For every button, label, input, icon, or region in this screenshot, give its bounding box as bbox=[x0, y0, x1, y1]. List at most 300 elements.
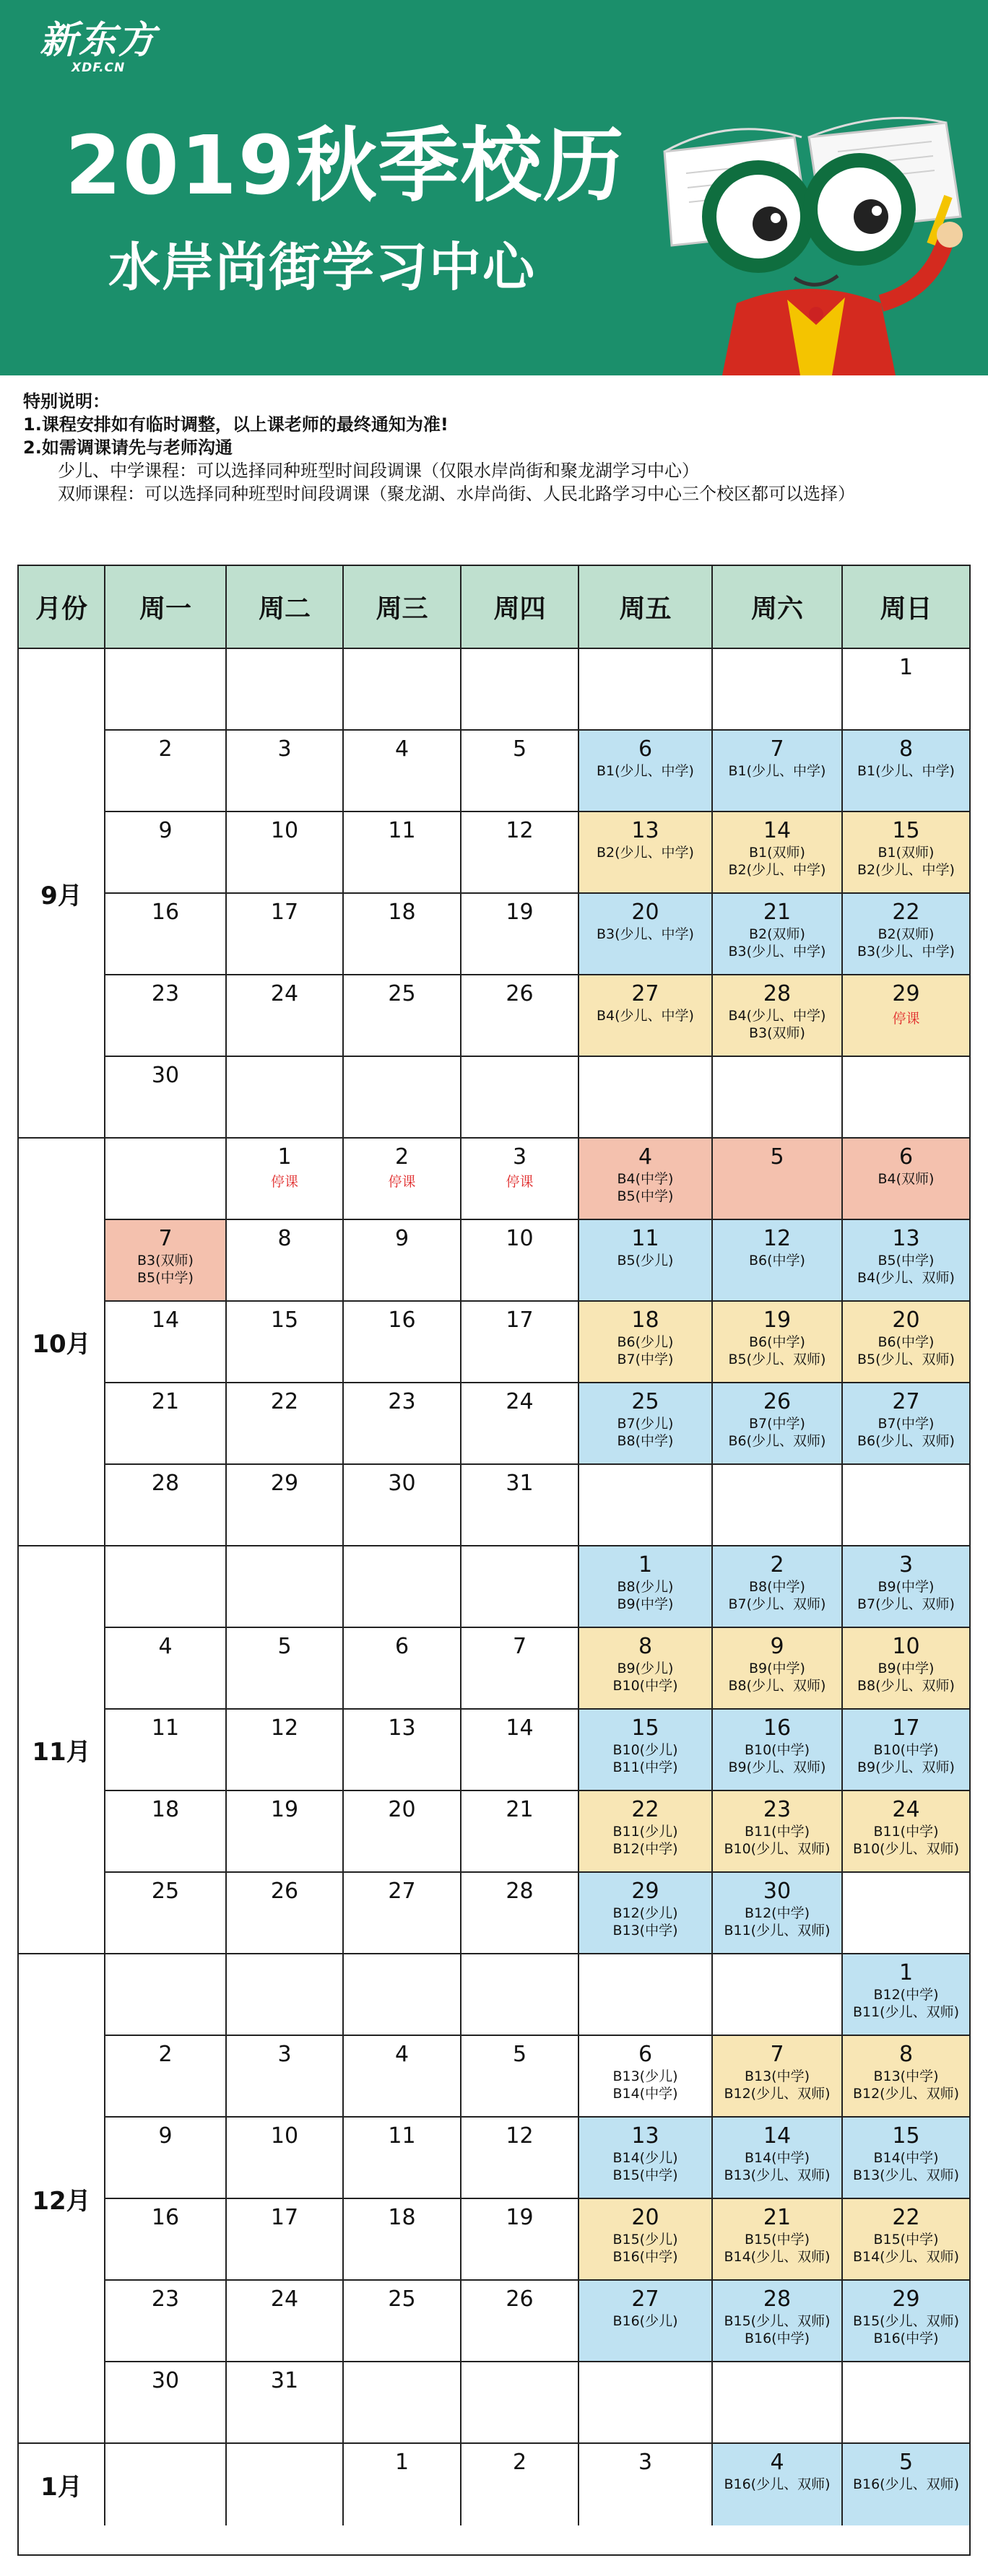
day-number: 19 bbox=[506, 2205, 534, 2230]
class-session-note: B15(少儿、双师) bbox=[724, 2313, 831, 2329]
day-number: 9 bbox=[770, 1634, 784, 1659]
calendar-day-cell bbox=[713, 2036, 843, 2118]
calendar-day-cell bbox=[462, 2118, 579, 2199]
day-number: 17 bbox=[270, 2205, 299, 2230]
class-session-note: B13(中学) bbox=[612, 1923, 678, 1938]
calendar-day-cell bbox=[843, 2362, 969, 2444]
day-number: 22 bbox=[631, 1797, 659, 1822]
calendar-day-cell bbox=[579, 1220, 713, 1302]
no-class-label: 停课 bbox=[892, 1011, 920, 1027]
day-number: 2 bbox=[512, 2450, 527, 2475]
class-session-note: B11(少儿) bbox=[612, 1824, 678, 1840]
day-number: 12 bbox=[763, 1226, 792, 1251]
calendar-day-cell bbox=[579, 2036, 713, 2118]
calendar-day-cell bbox=[713, 1383, 843, 1465]
class-session-note: B13(中学) bbox=[744, 2068, 810, 2084]
class-session-note: B2(双师) bbox=[749, 926, 805, 942]
calendar-day-cell bbox=[227, 2036, 344, 2118]
column-header: 周日 bbox=[843, 566, 969, 649]
day-number: 9 bbox=[158, 818, 173, 843]
note-item-2: 2.如需调课请先与老师沟通 bbox=[23, 438, 233, 458]
no-class-label: 停课 bbox=[388, 1174, 416, 1190]
calendar-day-cell bbox=[227, 2118, 344, 2199]
day-number: 19 bbox=[763, 1307, 792, 1333]
calendar-day-cell bbox=[105, 2118, 227, 2199]
day-number: 5 bbox=[512, 2042, 527, 2067]
calendar-day-cell bbox=[227, 1873, 344, 1954]
day-number: 8 bbox=[898, 2042, 914, 2067]
calendar-day-cell bbox=[579, 1710, 713, 1791]
calendar-day-cell bbox=[579, 1954, 713, 2036]
calendar-day-cell bbox=[579, 1628, 713, 1710]
calendar-day-cell bbox=[227, 1546, 344, 1628]
class-session-note: B12(中学) bbox=[873, 1987, 939, 2003]
calendar-day-cell bbox=[227, 894, 344, 975]
calendar-day-cell bbox=[462, 812, 579, 894]
class-session-note: B4(双师) bbox=[878, 1171, 935, 1187]
class-session-note: B16(中学) bbox=[612, 2249, 678, 2265]
class-session-note: B9(中学) bbox=[878, 1579, 935, 1595]
calendar-day-cell bbox=[227, 1057, 344, 1139]
class-session-note: B9(中学) bbox=[749, 1661, 805, 1676]
day-number: 21 bbox=[763, 900, 792, 925]
calendar-day-cell bbox=[579, 649, 713, 731]
day-number: 1 bbox=[277, 1144, 292, 1170]
no-class-label: 停课 bbox=[506, 1174, 534, 1190]
day-number: 4 bbox=[770, 2450, 784, 2475]
day-number: 10 bbox=[270, 2123, 299, 2149]
day-number: 20 bbox=[631, 2205, 659, 2230]
day-number: 29 bbox=[892, 981, 920, 1006]
day-number: 31 bbox=[270, 2368, 299, 2393]
calendar-day-cell bbox=[713, 1873, 843, 1954]
calendar-day-cell bbox=[227, 1791, 344, 1873]
note-item-2a: 少儿、中学课程：可以选择同种班型时间段调课（仅限水岸尚街和聚龙湖学习中心） bbox=[58, 461, 699, 481]
day-number: 13 bbox=[388, 1715, 416, 1741]
calendar-day-cell bbox=[579, 2362, 713, 2444]
calendar-day-cell bbox=[105, 1139, 227, 1220]
day-number: 10 bbox=[892, 1634, 920, 1659]
calendar-day-cell bbox=[713, 649, 843, 731]
day-number: 28 bbox=[763, 2286, 792, 2312]
calendar-day-cell bbox=[344, 2118, 462, 2199]
day-number: 7 bbox=[512, 1634, 527, 1659]
calendar-day-cell bbox=[843, 1873, 969, 1954]
calendar-day-cell bbox=[713, 2199, 843, 2281]
calendar-day-cell bbox=[105, 2444, 227, 2525]
class-session-note: B2(少儿、中学) bbox=[728, 862, 826, 878]
calendar-day-cell bbox=[105, 1220, 227, 1302]
calendar-day-cell bbox=[227, 1383, 344, 1465]
column-header: 周五 bbox=[579, 566, 713, 649]
calendar-grid bbox=[19, 566, 969, 2554]
calendar-day-cell bbox=[105, 2036, 227, 2118]
day-number: 19 bbox=[506, 900, 534, 925]
class-session-note: B10(少儿、双师) bbox=[724, 1841, 831, 1857]
class-session-note: B1(少儿、中学) bbox=[728, 763, 826, 779]
calendar-day-cell bbox=[227, 975, 344, 1057]
class-session-note: B12(中学) bbox=[612, 1841, 678, 1857]
class-session-note: B4(少儿、中学) bbox=[597, 1008, 694, 1024]
calendar-day-cell bbox=[344, 1710, 462, 1791]
day-number: 15 bbox=[270, 1307, 299, 1333]
logo-text: 新东方 bbox=[40, 19, 157, 62]
day-number: 10 bbox=[270, 818, 299, 843]
day-number: 1 bbox=[394, 2450, 410, 2475]
calendar-day-cell bbox=[462, 975, 579, 1057]
calendar-day-cell bbox=[105, 2281, 227, 2362]
calendar-day-cell bbox=[579, 1139, 713, 1220]
day-number: 5 bbox=[770, 1144, 784, 1170]
calendar-day-cell bbox=[105, 1873, 227, 1954]
calendar-day-cell bbox=[462, 2036, 579, 2118]
calendar-day-cell bbox=[105, 812, 227, 894]
day-number: 3 bbox=[638, 2450, 653, 2475]
calendar-day-cell bbox=[344, 1220, 462, 1302]
calendar-day-cell bbox=[713, 1954, 843, 2036]
class-session-note: B14(少儿) bbox=[612, 2150, 678, 2166]
calendar-day-cell bbox=[843, 731, 969, 812]
day-number: 13 bbox=[631, 2123, 659, 2149]
calendar-day-cell bbox=[105, 1302, 227, 1383]
month-label: 9月 bbox=[19, 649, 105, 1139]
logo bbox=[40, 20, 157, 75]
day-number: 29 bbox=[892, 2286, 920, 2312]
calendar-day-cell bbox=[462, 649, 579, 731]
page-title: 2019秋季校历 bbox=[65, 119, 625, 213]
day-number: 29 bbox=[270, 1471, 299, 1496]
calendar-day-cell bbox=[713, 1057, 843, 1139]
day-number: 25 bbox=[631, 1389, 659, 1414]
day-number: 3 bbox=[277, 2042, 292, 2067]
calendar-day-cell bbox=[344, 1139, 462, 1220]
day-number: 28 bbox=[506, 1879, 534, 1904]
class-session-note: B6(中学) bbox=[749, 1253, 805, 1269]
class-session-note: B12(中学) bbox=[744, 1905, 810, 1921]
class-session-note: B2(双师) bbox=[878, 926, 935, 942]
day-number: 9 bbox=[158, 2123, 173, 2149]
class-session-note: B5(中学) bbox=[617, 1188, 674, 1204]
class-session-note: B15(少儿) bbox=[612, 2232, 678, 2248]
calendar-day-cell bbox=[579, 2281, 713, 2362]
calendar-day-cell bbox=[713, 2362, 843, 2444]
calendar-day-cell bbox=[227, 1628, 344, 1710]
class-session-note: B11(中学) bbox=[744, 1824, 810, 1840]
class-session-note: B11(少儿、双师) bbox=[724, 1923, 831, 1938]
calendar-day-cell bbox=[344, 2199, 462, 2281]
calendar-day-cell bbox=[344, 2036, 462, 2118]
calendar-day-cell bbox=[105, 2362, 227, 2444]
day-number: 24 bbox=[270, 981, 299, 1006]
class-session-note: B15(中学) bbox=[873, 2232, 939, 2248]
calendar-day-cell bbox=[713, 1546, 843, 1628]
day-number: 24 bbox=[892, 1797, 920, 1822]
calendar-day-cell bbox=[462, 1954, 579, 2036]
class-session-note: B12(少儿、双师) bbox=[852, 2086, 960, 2102]
day-number: 27 bbox=[892, 1389, 920, 1414]
day-number: 7 bbox=[158, 1226, 173, 1251]
class-session-note: B13(少儿、双师) bbox=[852, 2167, 960, 2183]
calendar-day-cell bbox=[105, 731, 227, 812]
day-number: 17 bbox=[270, 900, 299, 925]
calendar-day-cell bbox=[344, 1954, 462, 2036]
calendar-day-cell bbox=[713, 2118, 843, 2199]
class-session-note: B8(少儿、双师) bbox=[728, 1678, 826, 1694]
header-banner bbox=[0, 0, 988, 375]
calendar-day-cell bbox=[344, 2281, 462, 2362]
logo-domain: XDF.CN bbox=[72, 61, 126, 75]
calendar-day-cell bbox=[227, 1710, 344, 1791]
day-number: 1 bbox=[898, 655, 914, 680]
day-number: 26 bbox=[506, 981, 534, 1006]
class-session-note: B4(中学) bbox=[617, 1171, 674, 1187]
calendar-day-cell bbox=[105, 1057, 227, 1139]
day-number: 4 bbox=[394, 736, 410, 762]
calendar-day-cell bbox=[579, 2118, 713, 2199]
calendar-day-cell bbox=[843, 2281, 969, 2362]
day-number: 26 bbox=[506, 2286, 534, 2312]
calendar-day-cell bbox=[227, 649, 344, 731]
calendar-day-cell bbox=[713, 2281, 843, 2362]
class-session-note: B7(中学) bbox=[878, 1416, 935, 1432]
class-session-note: B9(中学) bbox=[878, 1661, 935, 1676]
class-session-note: B8(少儿) bbox=[617, 1579, 674, 1595]
class-session-note: B3(少儿、中学) bbox=[597, 926, 694, 942]
calendar-day-cell bbox=[227, 1139, 344, 1220]
class-session-note: B16(中学) bbox=[873, 2331, 939, 2346]
calendar-day-cell bbox=[105, 1710, 227, 1791]
calendar-day-cell bbox=[462, 1710, 579, 1791]
calendar-day-cell bbox=[843, 2444, 969, 2525]
class-session-note: B10(中学) bbox=[873, 1742, 939, 1758]
day-number: 8 bbox=[638, 1634, 653, 1659]
day-number: 27 bbox=[631, 981, 659, 1006]
day-number: 30 bbox=[388, 1471, 416, 1496]
day-number: 4 bbox=[638, 1144, 653, 1170]
class-session-note: B1(少儿、中学) bbox=[597, 763, 694, 779]
calendar-day-cell bbox=[843, 1057, 969, 1139]
class-session-note: B12(少儿) bbox=[612, 1905, 678, 1921]
calendar-day-cell bbox=[344, 1465, 462, 1546]
day-number: 27 bbox=[631, 2286, 659, 2312]
page-subtitle: 水岸尚街学习中心 bbox=[108, 237, 537, 297]
class-session-note: B5(少儿、双师) bbox=[857, 1352, 955, 1367]
day-number: 19 bbox=[270, 1797, 299, 1822]
day-number: 16 bbox=[763, 1715, 792, 1741]
calendar-day-cell bbox=[227, 2281, 344, 2362]
day-number: 21 bbox=[151, 1389, 180, 1414]
day-number: 13 bbox=[892, 1226, 920, 1251]
day-number: 1 bbox=[898, 1960, 914, 1985]
calendar-day-cell bbox=[579, 1465, 713, 1546]
month-label: 12月 bbox=[19, 1954, 105, 2444]
class-session-note: B3(双师) bbox=[749, 1025, 805, 1041]
calendar-day-cell bbox=[579, 1873, 713, 1954]
class-session-note: B5(中学) bbox=[137, 1270, 194, 1286]
calendar-day-cell bbox=[227, 1220, 344, 1302]
calendar-day-cell bbox=[843, 2199, 969, 2281]
class-session-note: B15(中学) bbox=[612, 2167, 678, 2183]
calendar-day-cell bbox=[227, 1465, 344, 1546]
day-number: 21 bbox=[506, 1797, 534, 1822]
day-number: 3 bbox=[277, 736, 292, 762]
day-number: 8 bbox=[898, 736, 914, 762]
book-mascot-icon bbox=[643, 108, 982, 375]
calendar-day-cell bbox=[579, 1546, 713, 1628]
calendar-day-cell bbox=[105, 1791, 227, 1873]
day-number: 22 bbox=[270, 1389, 299, 1414]
class-session-note: B14(中学) bbox=[873, 2150, 939, 2166]
calendar-day-cell bbox=[227, 2444, 344, 2525]
calendar-day-cell bbox=[105, 649, 227, 731]
class-session-note: B6(少儿) bbox=[617, 1334, 674, 1350]
class-session-note: B6(中学) bbox=[749, 1334, 805, 1350]
calendar-day-cell bbox=[462, 1465, 579, 1546]
month-label: 11月 bbox=[19, 1546, 105, 1954]
day-number: 6 bbox=[394, 1634, 410, 1659]
calendar-day-cell bbox=[713, 975, 843, 1057]
calendar-day-cell bbox=[579, 1057, 713, 1139]
day-number: 23 bbox=[763, 1797, 792, 1822]
column-header: 周一 bbox=[105, 566, 227, 649]
calendar-day-cell bbox=[713, 731, 843, 812]
class-session-note: B3(少儿、中学) bbox=[728, 944, 826, 960]
calendar-day-cell bbox=[843, 1302, 969, 1383]
class-session-note: B9(少儿、双师) bbox=[728, 1759, 826, 1775]
day-number: 7 bbox=[770, 2042, 784, 2067]
class-session-note: B7(中学) bbox=[617, 1352, 674, 1367]
class-session-note: B1(少儿、中学) bbox=[857, 763, 955, 779]
calendar-day-cell bbox=[227, 2362, 344, 2444]
calendar-day-cell bbox=[843, 1465, 969, 1546]
calendar-day-cell bbox=[713, 894, 843, 975]
calendar-day-cell bbox=[227, 731, 344, 812]
class-session-note: B12(少儿、双师) bbox=[724, 2086, 831, 2102]
day-number: 8 bbox=[277, 1226, 292, 1251]
class-session-note: B9(少儿、双师) bbox=[857, 1759, 955, 1775]
class-session-note: B8(中学) bbox=[617, 1433, 674, 1449]
day-number: 12 bbox=[270, 1715, 299, 1741]
class-session-note: B13(中学) bbox=[873, 2068, 939, 2084]
column-header: 周三 bbox=[344, 566, 462, 649]
day-number: 25 bbox=[151, 1879, 180, 1904]
day-number: 2 bbox=[394, 1144, 410, 1170]
day-number: 26 bbox=[270, 1879, 299, 1904]
day-number: 11 bbox=[388, 818, 416, 843]
calendar-day-cell bbox=[579, 1383, 713, 1465]
day-number: 7 bbox=[770, 736, 784, 762]
class-session-note: B14(中学) bbox=[744, 2150, 810, 2166]
day-number: 15 bbox=[892, 818, 920, 843]
day-number: 17 bbox=[506, 1307, 534, 1333]
calendar-day-cell bbox=[843, 1220, 969, 1302]
month-label: 1月 bbox=[19, 2444, 105, 2525]
day-number: 25 bbox=[388, 981, 416, 1006]
day-number: 1 bbox=[638, 1552, 653, 1578]
calendar-day-cell bbox=[344, 1628, 462, 1710]
day-number: 24 bbox=[506, 1389, 534, 1414]
day-number: 23 bbox=[388, 1389, 416, 1414]
class-session-note: B10(中学) bbox=[744, 1742, 810, 1758]
calendar-day-cell bbox=[579, 1791, 713, 1873]
day-number: 27 bbox=[388, 1879, 416, 1904]
class-session-note: B8(少儿、双师) bbox=[857, 1678, 955, 1694]
class-session-note: B10(中学) bbox=[612, 1678, 678, 1694]
class-session-note: B3(少儿、中学) bbox=[857, 944, 955, 960]
calendar-day-cell bbox=[462, 1546, 579, 1628]
day-number: 23 bbox=[151, 2286, 180, 2312]
day-number: 11 bbox=[631, 1226, 659, 1251]
notes-heading: 特别说明： bbox=[23, 391, 110, 412]
calendar-day-cell bbox=[105, 1383, 227, 1465]
day-number: 28 bbox=[763, 981, 792, 1006]
day-number: 26 bbox=[763, 1389, 792, 1414]
calendar-day-cell bbox=[344, 731, 462, 812]
day-number: 14 bbox=[763, 818, 792, 843]
day-number: 18 bbox=[388, 900, 416, 925]
calendar-day-cell bbox=[105, 894, 227, 975]
calendar-day-cell bbox=[105, 975, 227, 1057]
column-header: 月份 bbox=[19, 566, 105, 649]
calendar-day-cell bbox=[105, 1954, 227, 2036]
calendar-day-cell bbox=[462, 1628, 579, 1710]
day-number: 16 bbox=[151, 2205, 180, 2230]
class-session-note: B13(少儿) bbox=[612, 2068, 678, 2084]
column-header: 周四 bbox=[462, 566, 579, 649]
day-number: 4 bbox=[394, 2042, 410, 2067]
day-number: 13 bbox=[631, 818, 659, 843]
calendar-day-cell bbox=[462, 1057, 579, 1139]
calendar-day-cell bbox=[713, 1710, 843, 1791]
day-number: 16 bbox=[151, 900, 180, 925]
calendar-day-cell bbox=[227, 812, 344, 894]
class-session-note: B5(少儿、双师) bbox=[728, 1352, 826, 1367]
calendar-day-cell bbox=[713, 1302, 843, 1383]
class-session-note: B16(中学) bbox=[744, 2331, 810, 2346]
class-session-note: B11(中学) bbox=[873, 1824, 939, 1840]
class-session-note: B5(少儿) bbox=[617, 1253, 674, 1269]
class-session-note: B1(双师) bbox=[878, 845, 935, 861]
class-session-note: B3(双师) bbox=[137, 1253, 194, 1269]
day-number: 11 bbox=[388, 2123, 416, 2149]
class-session-note: B10(少儿、双师) bbox=[852, 1841, 960, 1857]
class-session-note: B15(少儿、双师) bbox=[852, 2313, 960, 2329]
class-session-note: B4(少儿、双师) bbox=[857, 1270, 955, 1286]
calendar-day-cell bbox=[579, 731, 713, 812]
class-session-note: B1(双师) bbox=[749, 845, 805, 861]
calendar-day-cell bbox=[462, 894, 579, 975]
day-number: 4 bbox=[158, 1634, 173, 1659]
class-session-note: B14(中学) bbox=[612, 2086, 678, 2102]
calendar-day-cell bbox=[344, 812, 462, 894]
day-number: 18 bbox=[151, 1797, 180, 1822]
class-session-note: B8(中学) bbox=[749, 1579, 805, 1595]
class-session-note: B9(中学) bbox=[617, 1596, 674, 1612]
calendar-day-cell bbox=[344, 2362, 462, 2444]
class-session-note: B14(少儿、双师) bbox=[852, 2249, 960, 2265]
day-number: 2 bbox=[158, 736, 173, 762]
day-number: 3 bbox=[898, 1552, 914, 1578]
calendar-day-cell bbox=[713, 1628, 843, 1710]
no-class-label: 停课 bbox=[270, 1174, 298, 1190]
calendar-day-cell bbox=[344, 1873, 462, 1954]
calendar-day-cell bbox=[843, 1546, 969, 1628]
day-number: 30 bbox=[763, 1879, 792, 1904]
column-header: 周六 bbox=[713, 566, 843, 649]
calendar-day-cell bbox=[843, 1954, 969, 2036]
class-session-note: B14(少儿、双师) bbox=[724, 2249, 831, 2265]
day-number: 20 bbox=[892, 1307, 920, 1333]
